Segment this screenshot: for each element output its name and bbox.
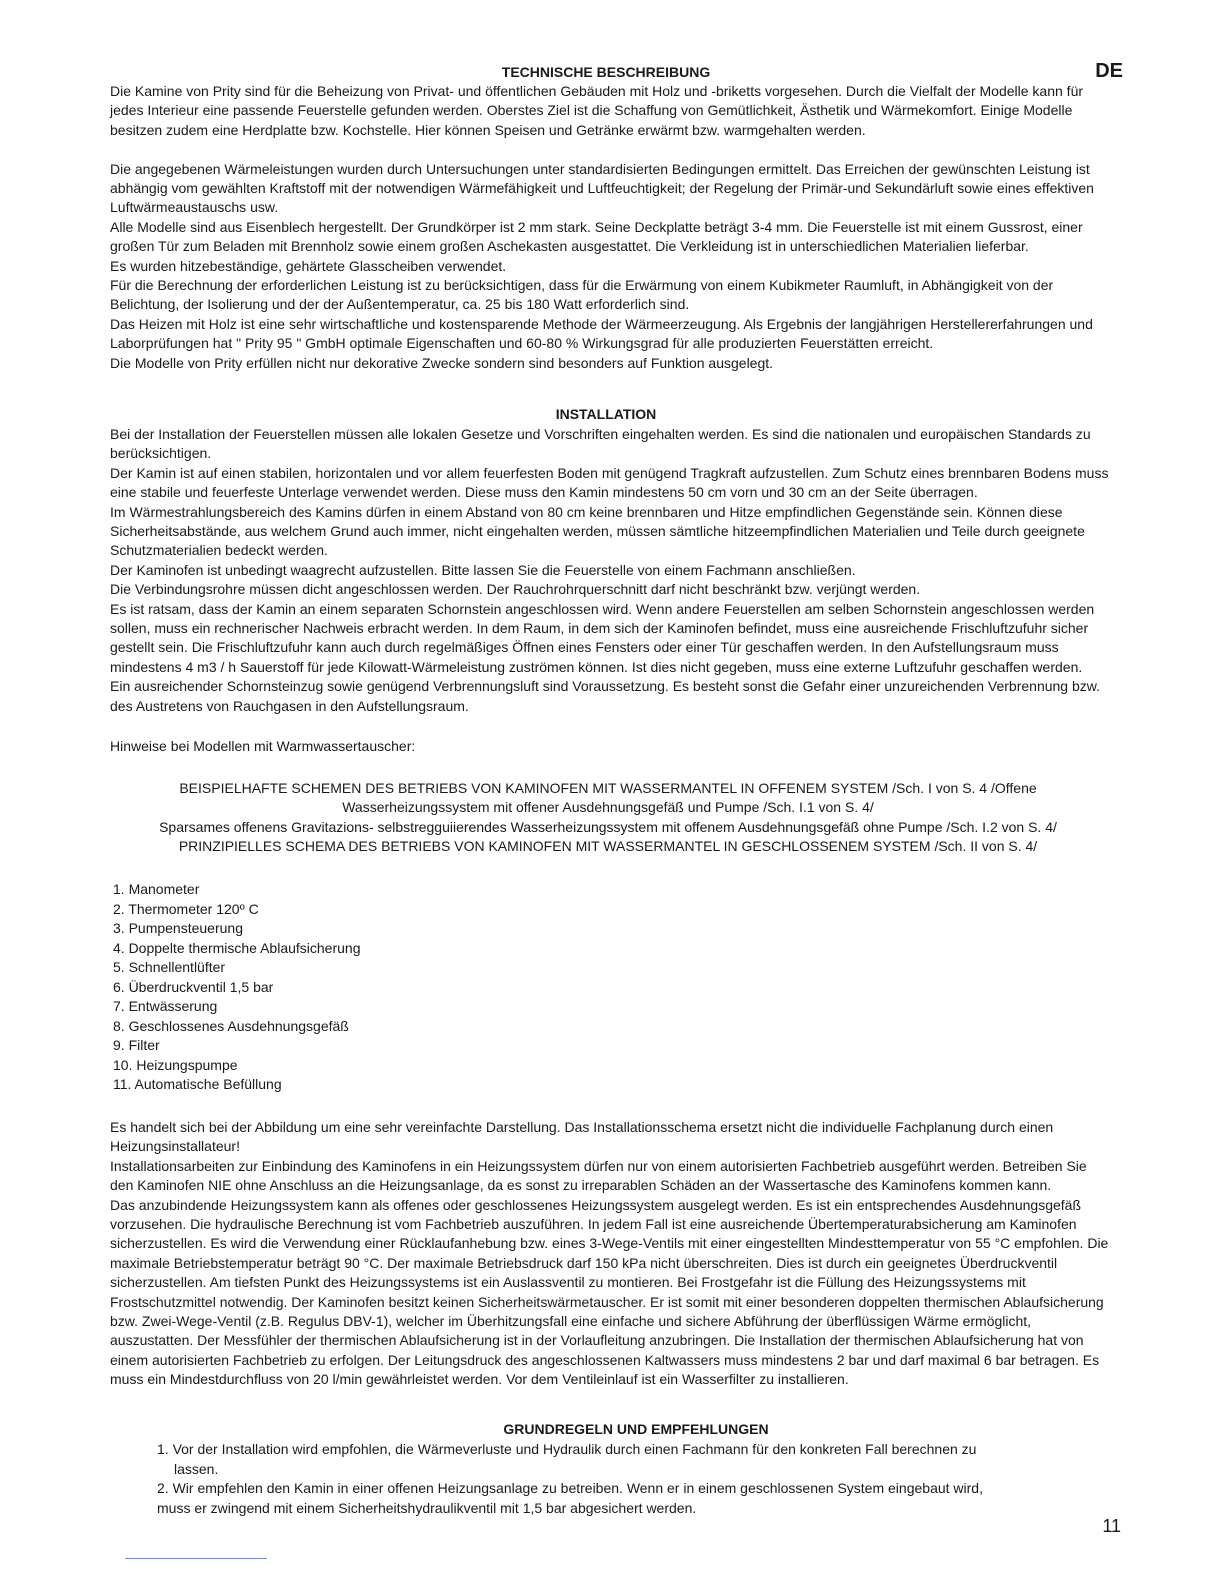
installation-paragraph: Im Wärmestrahlungsbereich des Kamins dürfen in einem Abstand von 80 cm keine brennbaren und Hitze empfindlichen Gegenstände sein. Können diese Sicherheitsabstände, aus welchem Grund auch immer, nicht eingehalten werden, müssen sämtliche hitzeempfindlichen Materialien und Teile durch geeignete Schutzmaterialien bedeckt werden. [110, 503, 1085, 559]
legend-item: 1. Manometer [113, 881, 200, 897]
legend-item: 5. Schnellentlüfter [113, 959, 226, 975]
rules-list [157, 1440, 997, 1518]
installation-paragraph: Bei der Installation der Feuerstellen müssen alle lokalen Gesetze und Vorschriften eingehalten werden. Es sind die nationalen und europäischen Standards zu berücksichtigen. [110, 426, 1091, 462]
rules-heading: GRUNDREGELN UND EMPFEHLUNGEN [503, 1421, 769, 1437]
technical-paragraph: Das Heizen mit Holz ist eine sehr wirtschaftliche und kostensparende Methode der Wärmeerzeugung. Als Ergebnis der langjährigen Herstellererfahrungen und Laborprüfungen hat " Prity 95 " GmbH optimale Eigenschaften und 60-80 % Wirkungsgrad für alle produzierten Feuerstätten erreicht. [110, 315, 1093, 352]
legend-item: 8. Geschlossenes Ausdehnungsgefäß [113, 1017, 349, 1034]
scheme-line: Wasserheizungssystem mit offener Ausdehnungsgefäß und Pumpe /Sch. I.1 von S. 4/ [342, 799, 874, 816]
installation-paragraph: Der Kamin ist auf einen stabilen, horizontalen und vor allem feuerfesten Boden mit genügend Tragkraft aufzustellen. Zum Schutz eines brennbaren Bodens muss eine stabile und feuerfeste Unterlage verwendet werden. Diese muss den Kamin mindestens 50 cm vorn und 30 cm an der Seite überragen. [110, 464, 1109, 501]
installation-paragraph: Es ist ratsam, dass der Kamin an einem separaten Schornstein angeschlossen wird. Wenn andere Feuerstellen am selben Schornstein angeschlossen werden sollen, muss ein rechnerischer Nachweis erbracht werden. In dem Raum, in dem sich der Kaminofen befindet, muss eine ausreichende Frischluftzufuhr sicher gestellt sein. Die Frischluftzufuhr kann auch durch regelmäßiges Öffnen eines Fensters oder einer Tür geschaffen werden. In den Aufstellungsraum muss mindestens 4 m3 / h Sauerstoff für jede Kilowatt-Wärmeleistung zuströmen können. Ist dies nicht gegeben, muss eine externe Luftzufuhr geschaffen werden. [110, 600, 1095, 675]
legend-item: 10. Heizungspumpe [113, 1056, 238, 1073]
scheme-references [0, 779, 1216, 856]
installation-paragraph: Der Kaminofen ist unbedingt waagrecht aufzustellen. Bitte lassen Sie die Feuerstelle von einem Fachmann anschließen. [110, 561, 856, 578]
installation-paragraph: Ein ausreichender Schornsteinzug sowie genügend Verbrennungsluft sind Voraussetzung. Es besteht sonst die Gefahr einer unzureichenden Verbrennung bzw. des Austretens von Rauchgasen in den Aufstellungsraum. [110, 678, 1100, 714]
closing-paragraph: Installationsarbeiten zur Einbindung des Kaminofens in ein Heizungssystem dürfen nur von einem autorisierten Fachbetrieb ausgeführt werden. Betreiben Sie den Kaminofen NIE ohne Anschluss an die Heizungsanlage, da es sonst zu irreparablen Schäden an der Wassertasche des Kaminofens kommen kann. [110, 1157, 1087, 1194]
rule-item: 1. Vor der Installation wird empfohlen, die Wärmeverluste und Hydraulik durch einen Fachmann für den konkreten Fall berechnen zu lassen. [157, 1441, 977, 1477]
legend-item: 6. Überdruckventil 1,5 bar [113, 978, 274, 995]
installation-heading: INSTALLATION [555, 406, 657, 422]
scheme-line: Sparsames offenens Gravitazions- selbstregguiierendes Wasserheizungssystem mit offenem Ausdehnungsgefäß ohne Pumpe /Sch. I.2 von S. 4/ [159, 818, 1057, 835]
legend-item: 4. Doppelte thermische Ablaufsicherung [113, 939, 361, 956]
technical-paragraph: Alle Modelle sind aus Eisenblech hergestellt. Der Grundkörper ist 2 mm stark. Seine Deckplatte beträgt 3-4 mm. Die Feuerstelle ist mit einem Gussrost, einer großen Tür zum Beladen mit Brennholz sowie einem großen Aschekasten ausgestattet. Die Verkleidung ist in unterschiedlichen Materialien lieferbar. [110, 218, 1083, 255]
installation-body [110, 425, 1110, 716]
technical-paragraph: Für die Berechnung der erforderlichen Leistung ist zu berücksichtigen, dass für die Erwärmung von einem Kubikmeter Raumluft, in Abhängigkeit von der Belichtung, der Isolierung und der der Außentemperatur, ca. 25 bis 180 Watt erforderlich sind. [110, 277, 1054, 313]
scheme-line: PRINZIPIELLES SCHEMA DES BETRIEBS VON KAMINOFEN MIT WASSERMANTEL IN GESCHLOSSENEM SYSTEM /Sch. II von S. 4/ [178, 837, 1038, 854]
technical-heading: TECHNISCHE BESCHREIBUNG [501, 64, 711, 80]
scheme-line: BEISPIELHAFTE SCHEMEN DES BETRIEBS VON KAMINOFEN MIT WASSERMANTEL IN OFFENEM SYSTEM /Sch. I von S. 4 /Offene [179, 780, 1037, 796]
language-code: DE [1095, 60, 1123, 82]
technical-body [110, 82, 1110, 373]
legend-item: 9. Filter [113, 1037, 160, 1053]
component-legend [113, 880, 360, 1095]
legend-item: 3. Pumpensteuerung [113, 920, 243, 936]
rule-item: 2. Wir empfehlen den Kamin in einer offenen Heizungsanlage zu betreiben. Wenn er in einem geschlossenen System eingebaut wird, muss er zwingend mit einem Sicherheitshydraulikventil mit 1,5 bar abgesichert werden. [157, 1480, 983, 1516]
installation-paragraph: Die Verbindungsrohre müssen dicht angeschlossen werden. Der Rauchrohrquerschnitt darf nicht beschränkt bzw. verjüngt werden. [110, 581, 921, 598]
legend-item: 11. Automatische Befüllung [113, 1076, 282, 1092]
legend-item: 7. Entwässerung [113, 998, 218, 1014]
legend-item: 2. Thermometer 120º C [113, 900, 259, 917]
warmwater-note: Hinweise bei Modellen mit Warmwassertauscher: [110, 738, 416, 754]
technical-paragraph: Es wurden hitzebeständige, gehärtete Glasscheiben verwendet. [110, 257, 507, 274]
installation-closing [110, 1118, 1110, 1390]
technical-paragraph: Die Kamine von Prity sind für die Beheizung von Privat- und öffentlichen Gebäuden mit Holz und -briketts vorgesehen. Durch die Vielfalt der Modelle kann für jedes Interieur eine passende Feuerstelle gefunden werden. Oberstes Ziel ist die Schaffung von Gemütlichkeit, Ästhetik und Wärmekomfort. Einige Modelle besitzen zudem eine Herdplatte bzw. Kochstelle. Hier können Speisen und Getränke erwärmt bzw. warmgehalten werden. [110, 83, 1084, 138]
technical-paragraph: Die angegebenen Wärmeleistungen wurden durch Untersuchungen unter standardisierten Bedingungen ermittelt. Das Erreichen der gewünschten Leistung ist abhängig vom gewählten Kraftstoff mit der notwendigen Wärmefähigkeit und Luftfeuchtigkeit; der Regelung der Primär-und Sekundärluft sowie eines effektiven Luftwärmeaustauschs usw. [110, 160, 1094, 216]
closing-paragraph: Das anzubindende Heizungssystem kann als offenes oder geschlossenes Heizungssystem ausgelegt werden. Es ist ein entsprechendes Ausdehnungsgefäß vorzusehen. Die hydraulische Berechnung ist vom Fachbetrieb auszuführen. In jedem Fall ist eine ausreichende Übertemperaturabsicherung am Kaminofen sicherzustellen. Es wird die Verwendung einer Rücklaufanhebung bzw. eines 3-Wege-Ventils mit einer eingestellten Mindesttemperatur von 55 °C empfohlen. Die maximale Betriebstemperatur beträgt 90 °C. Der maximale Betriebsdruck darf 150 kPa nicht überschreiten. Dies ist durch ein geeignetes Überdruckventil sicherzustellen. Am tiefsten Punkt des Heizungssystems ist ein Auslassventil zu montieren. Bei Frostgefahr ist die Füllung des Heizungssystems mit Frostschutzmittel notwendig. Der Kaminofen besitzt keinen Sicherheitswärmetauscher. Er ist somit mit einer besonderen doppelten thermischen Ablaufsicherung bzw. Zwei-Wege-Ventil (z.B. Regulus DBV-1), welcher im Überhitzungsfall eine einfache und sichere Abführung der überflüssigen Wärme ermöglicht, auszustatten. Der Messfühler der thermischen Ablaufsicherung ist in der Vorlaufleitung anzubringen. Die Installation der thermischen Ablaufsicherung hat von einem autorisierten Fachbetrieb zu erfolgen. Der Leitungsdruck des angeschlossenen Kaltwassers muss mindestens 2 bar und darf maximal 6 bar betragen. Es muss ein Mindestdurchfluss von 20 l/min gewährleistet werden. Vor dem Ventileinlauf ist ein Wasserfilter zu installieren. [110, 1196, 1109, 1388]
page-number: 11 [1102, 1516, 1121, 1536]
technical-paragraph: Die Modelle von Prity erfüllen nicht nur dekorative Zwecke sondern sind besonders auf Funktion ausgelegt. [110, 354, 774, 371]
footer-divider [125, 1558, 267, 1559]
closing-paragraph: Es handelt sich bei der Abbildung um eine sehr vereinfachte Darstellung. Das Installationsschema ersetzt nicht die individuelle Fachplanung durch einen Heizungsinstallateur! [110, 1119, 1054, 1155]
